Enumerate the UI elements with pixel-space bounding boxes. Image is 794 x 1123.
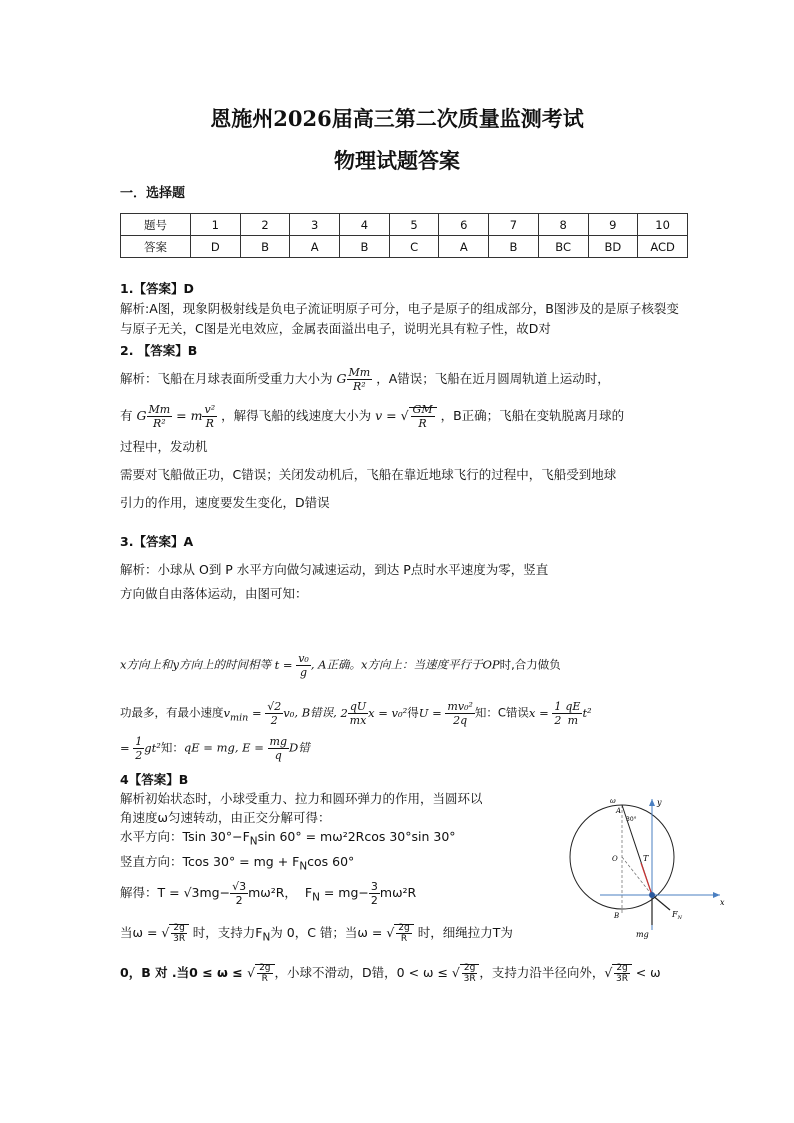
q4-line1: 解析初始状态时，小球受重力、拉力和圆环弹力的作用，当圆环以 <box>120 791 483 806</box>
point-A-label: A <box>616 807 622 815</box>
q4-line7 <box>120 963 680 984</box>
formula-gravity: G $\frac{Mm}{\text{R²}}$ <box>336 366 371 393</box>
q4-text: 时，细绳拉力T为 <box>413 925 513 940</box>
formula-E: $\frac{mg}{q}$ <box>269 735 287 762</box>
q3-text: , B错误, <box>294 705 341 720</box>
table-cell: BD <box>588 236 638 258</box>
formula-U: U = $\frac{\text{mv₀²}}{2q}$ <box>418 700 473 727</box>
q3-text: 知： <box>160 740 184 755</box>
table-cell: 10 <box>638 214 688 236</box>
q4-text: < ω <box>631 965 661 980</box>
q4-text: 竖直方向： <box>120 853 183 869</box>
table-cell: 2 <box>240 214 290 236</box>
q4-text: F <box>304 885 313 900</box>
q4-text: T = √3mg− <box>157 885 231 900</box>
formula-energy: 2 $\frac{qU}{mx}$ x = v₀² <box>340 700 408 727</box>
q3-text: D错 <box>289 740 310 755</box>
ring-force-diagram <box>540 795 730 945</box>
q4-text: 为 0，C 错；当ω = <box>270 925 387 940</box>
page-subtitle: 物理试题答案 <box>334 148 460 173</box>
point-B-label: B <box>614 912 620 920</box>
table-row <box>121 236 688 258</box>
q3-line4 <box>120 700 686 728</box>
q3-text: OP <box>482 657 500 672</box>
formula-omega3: √ $\frac{2g}{R}$ <box>247 964 274 980</box>
tension-arrow <box>641 863 652 895</box>
q3-text: 时,合力做负 <box>499 657 561 672</box>
point-O-label: O <box>612 855 618 863</box>
formula-y: = $\frac{1}{2}$ gt² <box>120 735 161 762</box>
x-axis-label: x <box>720 898 725 907</box>
q4-text: mω²R， <box>248 885 297 900</box>
answer-table <box>120 213 688 258</box>
formula-x: x = $\frac{1}{2}$ $\frac{qE}{m}$ t² <box>528 700 592 727</box>
q3-line5 <box>120 735 686 762</box>
formula-velocity: v = √ $\frac{GM}{R}$ <box>375 407 437 423</box>
q2-text: 有 <box>120 408 133 423</box>
table-cell: D <box>191 236 241 258</box>
page-title: 恩施州2026届高三第二次质量监测考试 <box>210 106 584 131</box>
table-cell: B <box>340 236 390 258</box>
normal-force-label: $F_N$ <box>672 910 682 921</box>
q2-text: ，A错误；飞船在近月圆周轨道上运动时， <box>376 371 610 386</box>
table-cell: A <box>439 236 489 258</box>
gravity-label: mg <box>636 930 649 939</box>
q2-text: ，解得飞船的线速度大小为 <box>221 408 372 423</box>
formula-orbit: G $\frac{Mm}{\text{R²}}$ = m $\frac{\text{v²}}{R}$ <box>136 403 216 430</box>
table-cell: 3 <box>290 214 340 236</box>
x-axis-arrow <box>713 892 720 898</box>
q3-text: x方向上和y方向上的时间相等 <box>120 657 271 672</box>
table-cell: A <box>290 236 340 258</box>
q2-line5: 引力的作用，速度要发生变化，D错误 <box>120 495 330 510</box>
table-cell: 答案 <box>121 236 191 258</box>
table-cell: 1 <box>191 214 241 236</box>
q2-line2 <box>120 403 686 430</box>
formula-time: t = $\frac{\text{v₀}}{g}$ <box>274 652 309 679</box>
ball <box>649 892 655 898</box>
q4-text: 0，B 对 .当0 ≤ ω ≤ <box>120 965 248 980</box>
q4-heading: 4【答案】B <box>120 772 189 787</box>
table-cell: 5 <box>389 214 439 236</box>
q3-line3 <box>120 652 686 679</box>
q3-text: 知：C错误 <box>474 705 529 720</box>
q4-line2: 角速度ω匀速转动，由正交分解可得： <box>120 810 331 825</box>
tension-label: T <box>643 854 649 863</box>
q4-text: 水平方向： <box>120 829 183 844</box>
table-cell: 8 <box>538 214 588 236</box>
q2-line3: 过程中，发动机 <box>120 439 208 454</box>
q2-text: 解析：飞船在月球表面所受重力大小为 <box>120 371 333 386</box>
q4-line4: 竖直方向：Tcos 30° = mg + $F_N\cos$ 60° <box>120 853 355 872</box>
q4-text: 当ω = <box>120 925 162 940</box>
q4-line3: 水平方向：Tsin $30^\circ-F_N\sin$ 60° = mω²2Rcos 30°sin 30° <box>120 829 456 848</box>
q2-heading: 2. 【答案】B <box>120 343 198 358</box>
table-cell: 题号 <box>121 214 191 236</box>
table-cell: 7 <box>489 214 539 236</box>
table-cell: B <box>489 236 539 258</box>
q3-block <box>120 530 686 606</box>
q4-text: 解得： <box>120 885 158 900</box>
q4-text: 时，支持力F <box>188 925 263 940</box>
formula-omega2: √ $\frac{2g}{R}$ <box>386 924 413 940</box>
table-cell: B <box>240 236 290 258</box>
section-heading: 一．选择题 <box>120 186 186 201</box>
y-axis-arrow <box>649 799 655 806</box>
q3-text: 功最多，有最小速度 <box>120 705 224 720</box>
q4-text: Tcos 30° = mg + F <box>182 853 300 869</box>
q1-block <box>120 279 686 339</box>
omega-label: ω <box>610 797 616 805</box>
formula-vmin: $v_{min}$ = $\frac{√2}{2}$ v₀ <box>223 700 295 727</box>
q4-text: mω²R <box>379 885 417 900</box>
q4-text: Tsin 30°−F <box>182 829 250 844</box>
table-cell: ACD <box>638 236 688 258</box>
q4-text: ，支持力沿半径向外， <box>479 965 605 980</box>
formula-omega5: √ $\frac{2g}{3R}$ <box>604 964 631 980</box>
table-cell: 9 <box>588 214 638 236</box>
q2-block <box>120 340 686 514</box>
q2-line4: 需要对飞船做正功，C错误；关闭发动机后，飞船在靠近地球飞行的过程中，飞船受到地球 <box>120 467 617 482</box>
normal-force-arrow <box>652 895 670 910</box>
y-axis-label: y <box>657 798 662 807</box>
q3-text: qE = mg, E = <box>183 740 268 755</box>
q4-text: = mg− <box>319 885 369 900</box>
table-row <box>121 214 688 236</box>
q4-text: sin 60° = mω²2Rcos 30°sin 30° <box>257 829 456 844</box>
q4-line5: 解得：T = √3mg− $\frac{√3}{2}$ mω²R， $F_N = mg-$ $\frac{3}{2}$ mω²R <box>120 880 417 907</box>
q2-line1 <box>120 366 686 393</box>
table-cell: 4 <box>340 214 390 236</box>
q4-text: cos 60° <box>307 853 355 869</box>
q3-text: 得 <box>407 705 419 720</box>
table-cell: C <box>389 236 439 258</box>
q4-block <box>120 770 540 876</box>
q3-line2: 方向做自由落体运动，由图可知： <box>120 586 308 601</box>
q2-text: ，B正确；飞船在变轨脱离月球的 <box>440 408 625 423</box>
q1-text: 解析:A图，现象阴极射线是负电子流证明原子可分，电子是原子的组成部分，B图涉及的是原子核裂变与原子无关，C图是光电效应，金属表面溢出电子，说明光具有粒子性，故D对 <box>120 301 679 336</box>
table-cell: 6 <box>439 214 489 236</box>
table-cell: BC <box>538 236 588 258</box>
q3-line1: 解析：小球从 O到 P 水平方向做匀减速运动，到达 P点时水平速度为零，竖直 <box>120 562 549 577</box>
q3-text: , A正确。x方向上：当速度平行于 <box>310 657 483 672</box>
formula-omega4: √ $\frac{2g}{3R}$ <box>452 964 479 980</box>
q4-text: ，小球不滑动，D错，0 < ω ≤ <box>274 965 452 980</box>
q4-line6: 当ω = √ $\frac{2g}{3R}$ 时，支持力$F_N$为 0，C 错；当ω = √ $\frac{2g}{R}$ 时，细绳拉力T为 <box>120 923 513 944</box>
q1-heading: 1.【答案】D <box>120 281 194 296</box>
formula-omega1: √ $\frac{2g}{3R}$ <box>161 924 188 940</box>
q3-heading: 3.【答案】A <box>120 534 194 549</box>
angle-label: 30° <box>626 816 637 823</box>
